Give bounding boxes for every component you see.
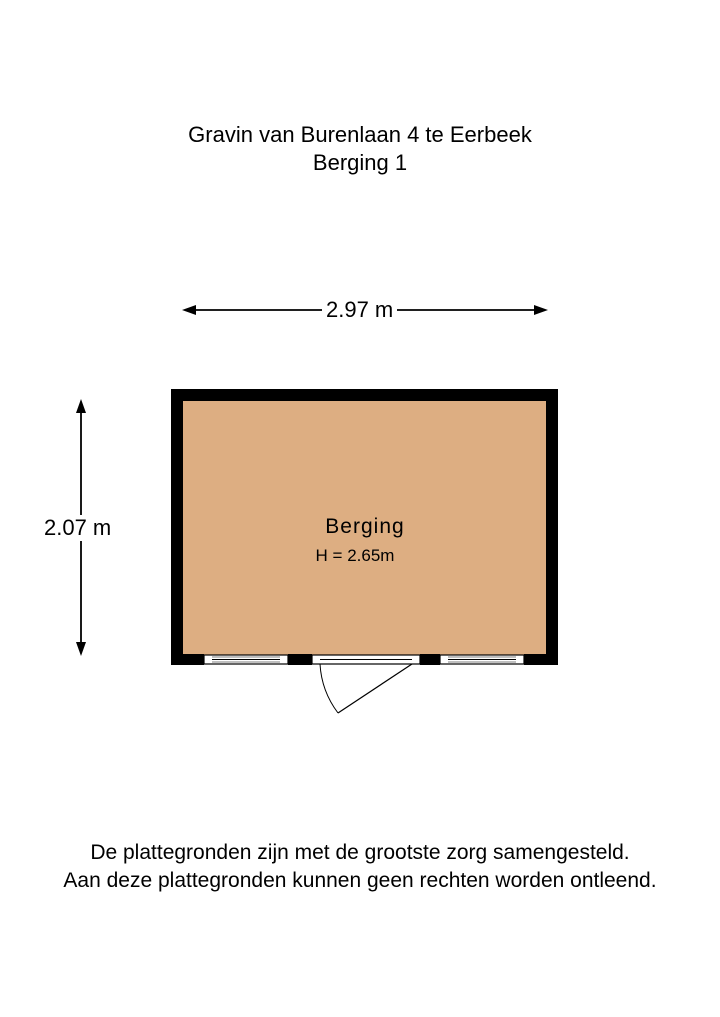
door (312, 655, 420, 713)
disclaimer-line-1: De plattegronden zijn met de grootste zorg samengesteld. (90, 841, 630, 864)
depth-dimension-label: 2.07 m (40, 515, 115, 541)
width-dimension-label: 2.97 m (322, 297, 397, 323)
window-right (440, 655, 524, 664)
disclaimer-line-2: Aan deze plattegronden kunnen geen rechten worden ontleend. (63, 869, 657, 892)
window-left (204, 655, 288, 664)
room-height-label: H = 2.65m (315, 546, 395, 565)
room-name-label: Berging (325, 515, 405, 538)
plan-address-title: Gravin van Burenlaan 4 te Eerbeek (188, 122, 532, 147)
plan-subtitle: Berging 1 (312, 150, 408, 175)
